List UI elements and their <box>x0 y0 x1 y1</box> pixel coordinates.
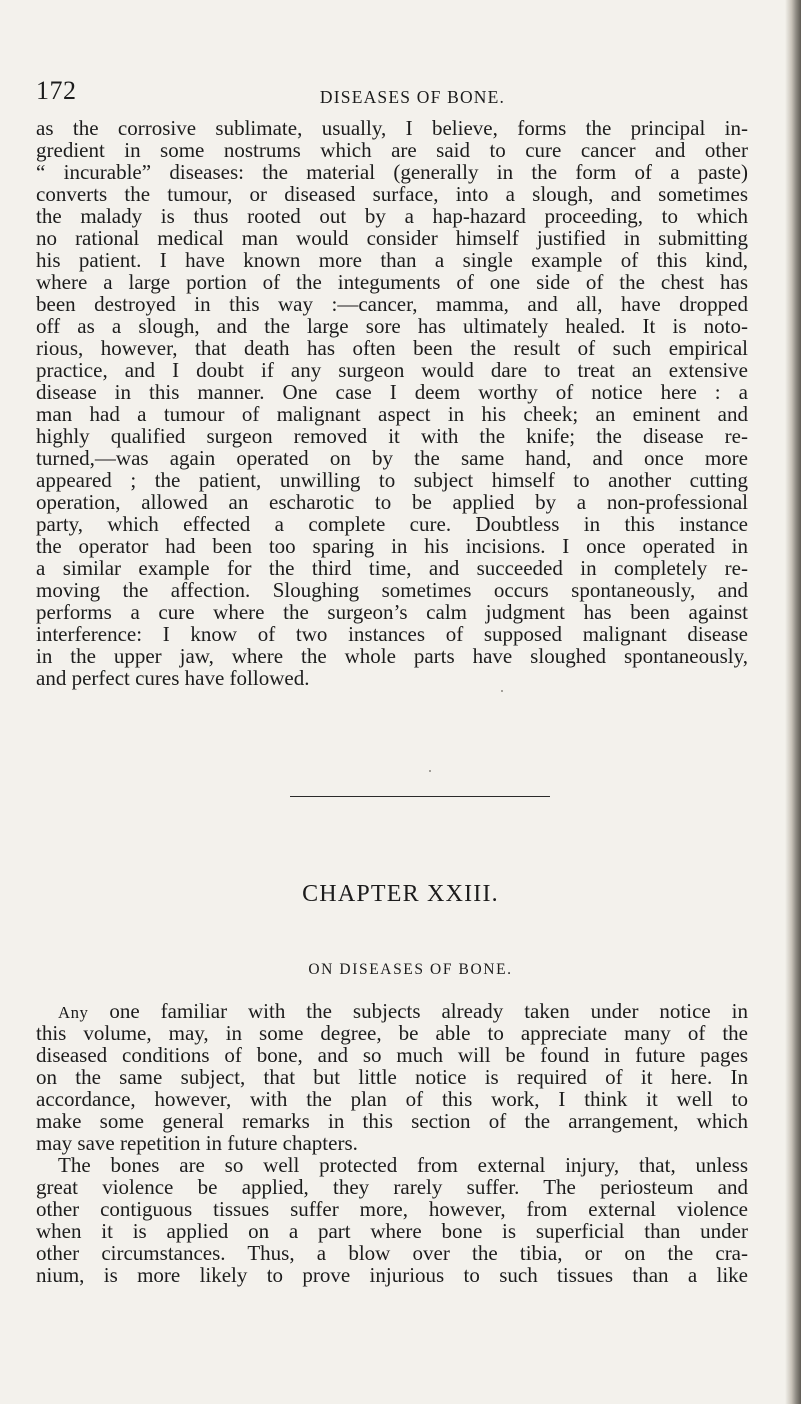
text-span: one familiar with the subjects already taken under notice in <box>88 999 748 1023</box>
text-line: and perfect cures have followed. <box>36 666 310 690</box>
text-line: disease in this manner. One case I deem worthy of notice here : a <box>36 380 748 404</box>
text-line: man had a tumour of malignant aspect in his cheek; an eminent and <box>36 402 748 426</box>
speck <box>429 770 431 772</box>
running-head: DISEASES OF BONE. <box>319 87 506 107</box>
chapter-subtitle: ON DISEASES OF BONE. <box>308 961 513 978</box>
page-number: 172 <box>36 76 77 105</box>
text-line: party, which effected a complete cure. Doubtless in this instance <box>36 512 748 536</box>
text-line: performs a cure where the surgeon’s calm judgment has been against <box>36 600 748 624</box>
text-line: converts the tumour, or diseased surface, into a slough, and sometimes <box>36 182 748 206</box>
text-line: where a large portion of the integuments of one side of the chest has <box>36 270 748 294</box>
text-line: gredient in some nostrums which are said to cure cancer and other <box>36 138 748 162</box>
text-line: off as a slough, and the large sore has ultimately healed. It is noto- <box>36 314 748 338</box>
text-line: a similar example for the third time, and succeeded in completely re- <box>36 556 748 580</box>
text-line: interference: I know of two instances of supposed malignant disease <box>36 622 748 646</box>
text-line: on the same subject, that but little notice is required of it here. In <box>36 1065 748 1089</box>
chapter-title: CHAPTER XXIII. <box>302 881 499 907</box>
text-line: this volume, may, in some degree, be able to appreciate many of the <box>36 1021 748 1045</box>
text-line: rious, however, that death has often been the result of such empirical <box>36 336 748 360</box>
text-line: no rational medical man would consider himself justified in submitting <box>36 226 748 250</box>
text-line: the malady is thus rooted out by a hap-hazard proceeding, to which <box>36 204 748 228</box>
text-line: in the upper jaw, where the whole parts have sloughed spontaneously, <box>36 644 748 668</box>
text-line: practice, and I doubt if any surgeon would dare to treat an extensive <box>36 358 748 382</box>
text-line: moving the affection. Sloughing sometimes occurs spontaneously, and <box>36 578 748 602</box>
text-line: highly qualified surgeon removed it with the knife; the disease re- <box>36 424 748 448</box>
section-divider <box>290 796 550 797</box>
text-line: The bones are so well protected from external injury, that, unless <box>58 1153 748 1177</box>
dropcap-word: Any <box>58 1003 89 1022</box>
text-line <box>58 1000 748 1022</box>
text-line: appeared ; the patient, unwilling to subject himself to another cutting <box>36 468 748 492</box>
text-line: great violence be applied, they rarely suffer. The periosteum and <box>36 1175 748 1199</box>
text-line: operation, allowed an escharotic to be applied by a non-professional <box>36 490 748 514</box>
text-line: accordance, however, with the plan of this work, I think it well to <box>36 1087 748 1111</box>
text-line: his patient. I have known more than a single example of this kind, <box>36 248 748 272</box>
text-line: diseased conditions of bone, and so much will be found in future pages <box>36 1043 748 1067</box>
speck <box>501 690 503 692</box>
text-line: “ incurable” diseases: the material (generally in the form of a paste) <box>36 160 748 184</box>
text-line: turned,—was again operated on by the same hand, and once more <box>36 446 748 470</box>
text-line: when it is applied on a part where bone is superficial than under <box>36 1219 748 1243</box>
text-line: been destroyed in this way :—cancer, mamma, and all, have dropped <box>36 292 748 316</box>
text-line: nium, is more likely to prove injurious to such tissues than a like <box>36 1263 748 1287</box>
text-line: as the corrosive sublimate, usually, I believe, forms the principal in- <box>36 116 748 140</box>
text-line: other circumstances. Thus, a blow over the tibia, or on the cra- <box>36 1241 748 1265</box>
page-edge-shadow <box>785 0 801 1404</box>
text-line: may save repetition in future chapters. <box>36 1131 358 1155</box>
text-line: other contiguous tissues suffer more, however, from external violence <box>36 1197 748 1221</box>
text-line: the operator had been too sparing in his incisions. I once operated in <box>36 534 748 558</box>
text-line: make some general remarks in this section of the arrangement, which <box>36 1109 748 1133</box>
